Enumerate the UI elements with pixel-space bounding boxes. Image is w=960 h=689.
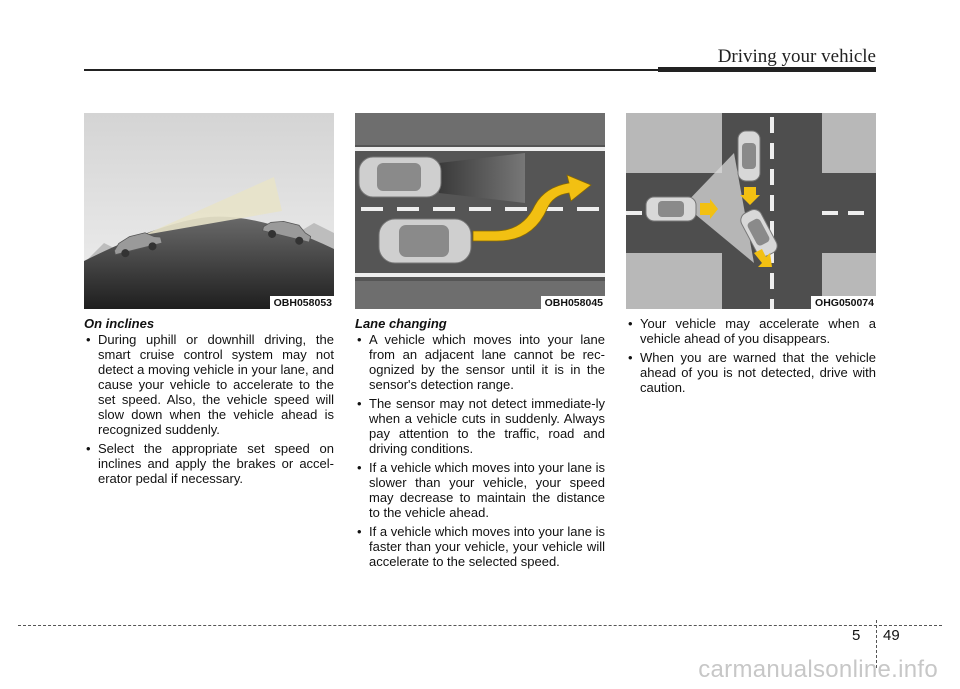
- column-lane-changing: [355, 316, 605, 573]
- figure-code: OBH058053: [270, 296, 334, 309]
- list-item: • Your vehicle may accelerate when a vehicle ahead of you disappears.: [626, 316, 876, 346]
- figure-code: OBH058045: [541, 296, 605, 309]
- car-ahead: [738, 131, 760, 181]
- list-item: • Select the appropriate set speed on inclines and apply the brakes or accel-erator pedal if necessary.: [84, 441, 334, 486]
- watermark: carmanualsonline.info: [698, 656, 938, 683]
- list-item: • During uphill or downhill driving, the smart cruise control system may not detect a moving vehicle in your lane, and cause your vehicle to accelerate to the set speed. Also, the vehicle speed will slow down when the vehicle ahead is recognized suddenly.: [84, 332, 334, 437]
- figure-intersection: [626, 113, 876, 309]
- car-own: [359, 157, 441, 197]
- page-number: 49: [883, 627, 900, 644]
- page-header-title: Driving your vehicle: [717, 46, 876, 67]
- car-adjacent: [379, 219, 471, 263]
- section-heading: Lane changing: [355, 316, 447, 331]
- list-item: • When you are warned that the vehicle ahead of you is not detected, drive with caution.: [626, 350, 876, 395]
- figure-code: OHG050074: [811, 296, 876, 309]
- list-item: • A vehicle which moves into your lane from an adjacent lane cannot be rec-ognized by the sensor until it is in the sensor's detection range.: [355, 332, 605, 392]
- list-item: • The sensor may not detect immediate-ly when a vehicle cuts in suddenly. Always pay attention to the traffic, road and driving conditions.: [355, 396, 605, 456]
- figure-inclines: [84, 113, 334, 309]
- list-item: • If a vehicle which moves into your lane is faster than your vehicle, your vehicle will accelerate to the selected speed.: [355, 524, 605, 569]
- column-intersection: [626, 316, 876, 399]
- section-heading: On inclines: [84, 316, 155, 331]
- column-inclines: [84, 316, 334, 490]
- list-item: • If a vehicle which moves into your lane is slower than your vehicle, your speed may decrease to maintain the distance to the vehicle ahead.: [355, 460, 605, 520]
- chapter-number: 5: [852, 627, 861, 644]
- car-own: [646, 197, 696, 221]
- figure-lane-changing: [355, 113, 605, 309]
- header-rule-thick: [658, 67, 876, 72]
- footer-rule: [18, 625, 942, 626]
